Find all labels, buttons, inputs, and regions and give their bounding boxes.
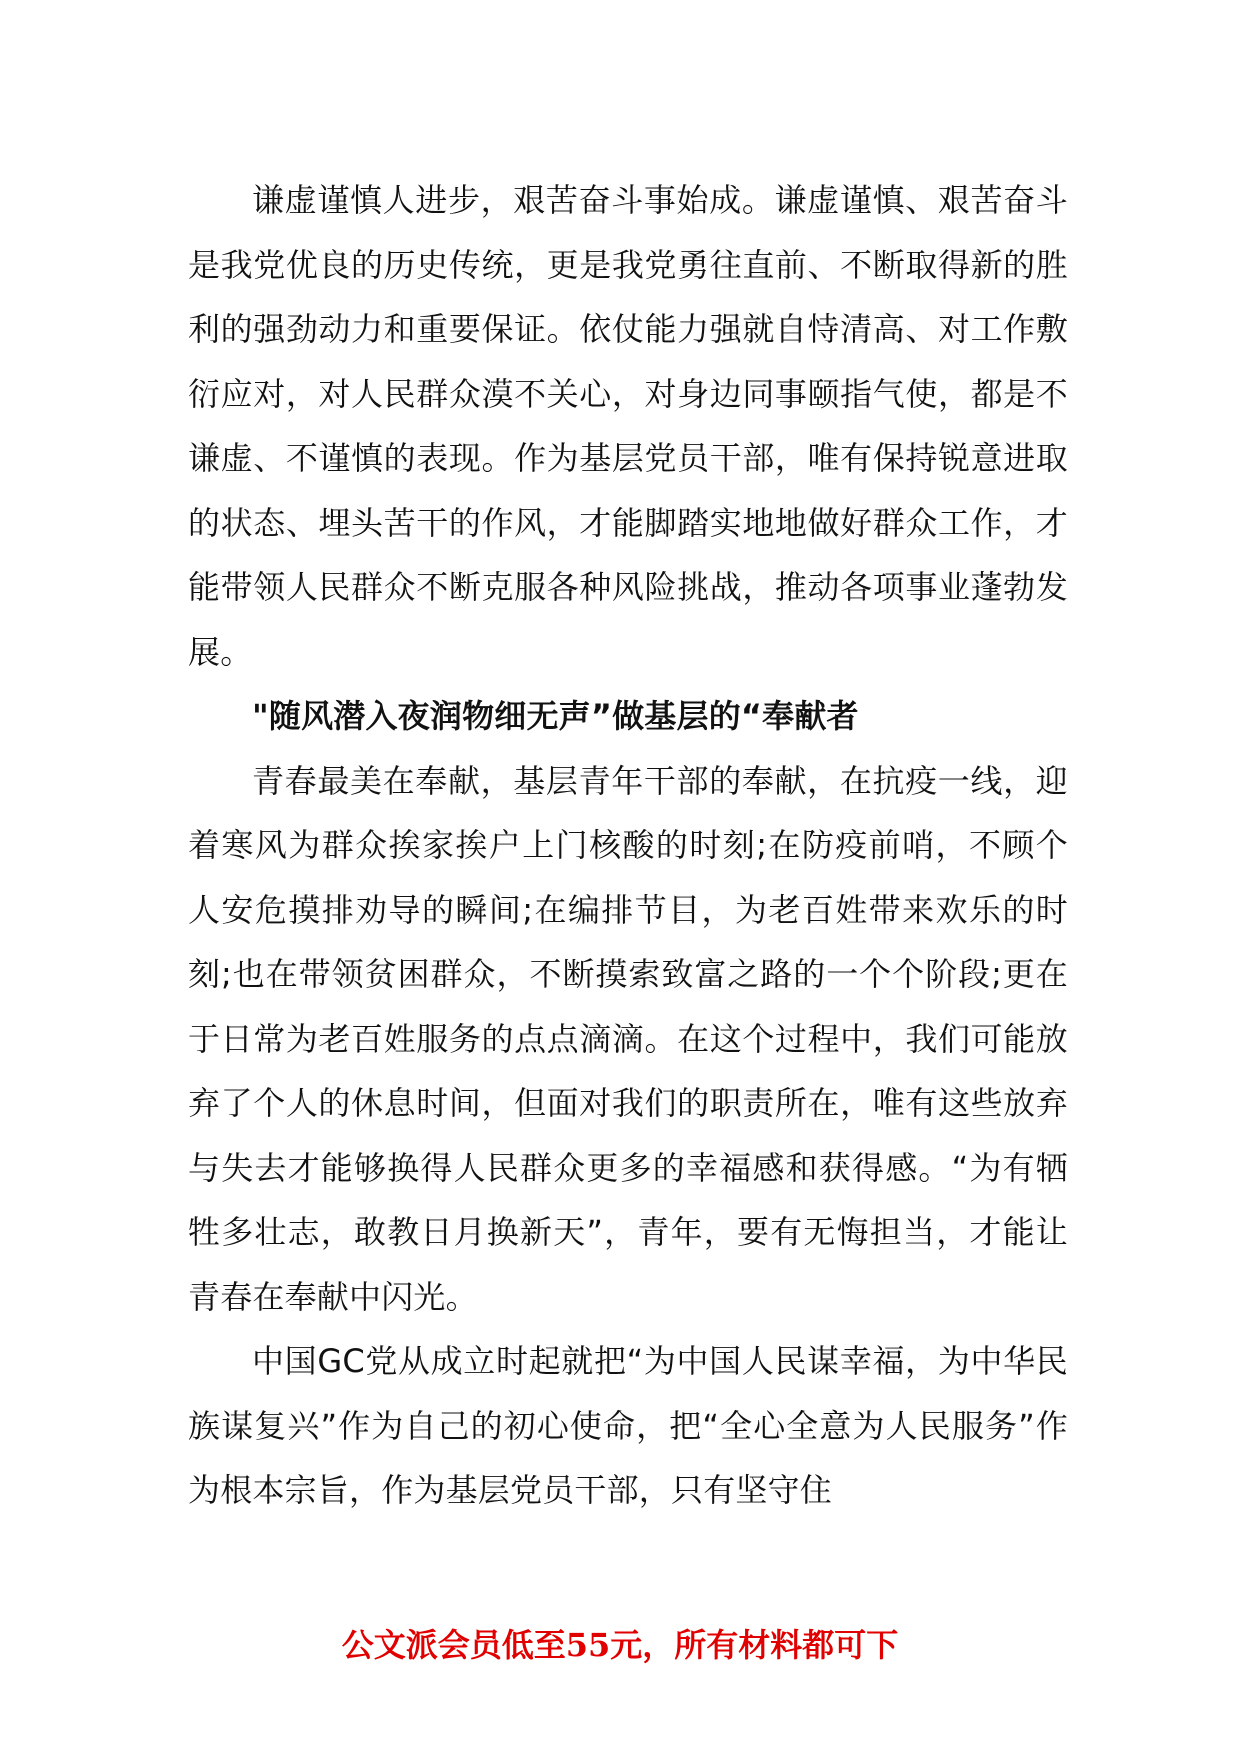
paragraph-dedication: 青春最美在奉献，基层青年干部的奉献，在抗疫一线，迎着寒风为群众挨家挨户上门核酸的时刻;在防疫前哨，不顾个人安危摸排劝导的瞬间;在编排节目，为老百姓带来欢乐的时刻;也在带领贫困群众，不断摸索致富之路的一个个阶段;更在于日常为老百姓服务的点点滴滴。在这个过程中，我们可能放弃了个人的休息时间，但面对我们的职责所在，唯有这些放弃与失去才能够换得人民群众更多的幸福感和获得感。“为有牺牲多壮志，敢教日月换新天”，青年，要有无悔担当，才能让青春在奉献中闪光。	[188, 761, 1068, 1316]
paragraph-original-mission: 中国GC党从成立时起就把“为中国人民谋幸福，为中华民族谋复兴”作为自己的初心使命，把“全心全意为人民服务”作为根本宗旨，作为基层党员干部，只有坚守住	[188, 1342, 1068, 1509]
promo-footer: 公文派会员低至55元，所有材料都可下	[341, 1626, 899, 1664]
section-heading: "随风潜入夜润物细无声”做基层的“奉献者	[252, 697, 859, 735]
document-body	[188, 168, 1068, 1523]
paragraph-humility: 谦虚谨慎人进步，艰苦奋斗事始成。谦虚谨慎、艰苦奋斗是我党优良的历史传统，更是我党勇往直前、不断取得新的胜利的强劲动力和重要保证。依仗能力强就自恃清高、对工作敷衍应对，对人民群众漠不关心，对身边同事颐指气使，都是不谦虚、不谨慎的表现。作为基层党员干部，唯有保持锐意进取的状态、埋头苦干的作风，才能脚踏实地地做好群众工作，才能带领人民群众不断克服各种风险挑战，推动各项事业蓬勃发展。	[188, 181, 1068, 671]
